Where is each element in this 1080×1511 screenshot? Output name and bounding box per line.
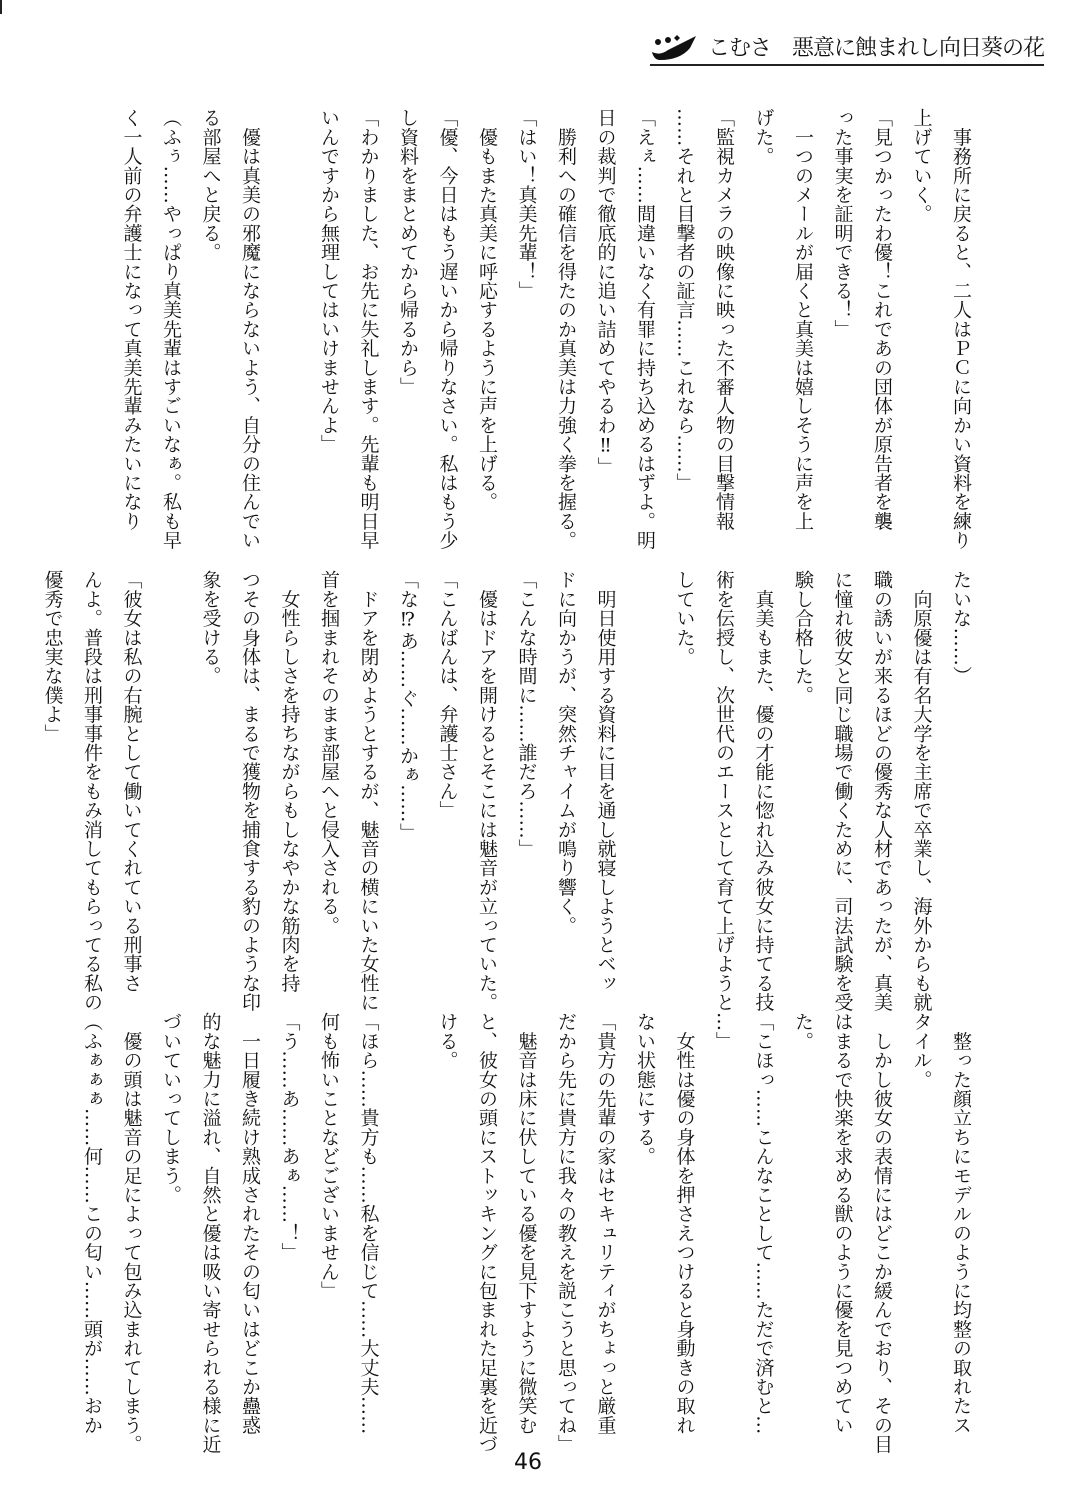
text-line: 「う……あ……あぁ……！」 bbox=[278, 1012, 301, 1262]
text-line: 魅音は床に伏している優を見下すように微笑む bbox=[515, 1012, 538, 1435]
text-line: げた。 bbox=[752, 108, 775, 166]
text-line: （ふぁぁぁ……何……この匂い……頭が……おか bbox=[81, 1012, 103, 1435]
text-line: ない状態にする。 bbox=[634, 1012, 656, 1166]
text-line: 上げていく。 bbox=[910, 108, 933, 224]
text-line: と、彼女の頭にストッキングに包まれた足裏を近づ bbox=[476, 1012, 498, 1454]
text-line: 「こんな時間に……誰だろ……」 bbox=[515, 570, 538, 858]
running-header bbox=[650, 34, 1044, 66]
text-line: 事務所に戻ると、二人はＰＣに向かい資料を練り bbox=[950, 108, 972, 550]
text-line bbox=[269, 108, 309, 528]
circle-logo-icon bbox=[650, 34, 700, 62]
text-line bbox=[151, 570, 191, 1000]
text-line: 女性は優の身体を押さえつけると身動きの取れ bbox=[673, 1012, 696, 1435]
text-line: 術を伝授し、次世代のエースとして育て上げようと bbox=[713, 570, 735, 1012]
text-line: 「はい！真美先輩！」 bbox=[515, 108, 538, 300]
text-line: （ふぅ……やっぱり真美先輩はすごいなぁ。私も早 bbox=[160, 108, 182, 550]
text-line: つその身体は、まるで獲物を捕食する豹のような印 bbox=[239, 570, 261, 1012]
text-line: 女性らしさを持ちながらもしなやかな筋肉を持 bbox=[278, 570, 301, 993]
text-line: タイル。 bbox=[910, 1012, 933, 1089]
text-line: …」 bbox=[713, 1012, 735, 1051]
text-line: 職の誘いが来るほどの優秀な人材であったが、真美 bbox=[871, 570, 893, 1012]
text-line: 優もまた真美に呼応するように声を上げる。 bbox=[476, 108, 498, 512]
text-line: していた。 bbox=[673, 570, 696, 666]
text-line: 「えぇ……間違いなく有罪に持ち込めるはずよ。明 bbox=[634, 108, 656, 550]
text-line: 整った顔立ちにモデルのように均整の取れたス bbox=[950, 1012, 972, 1435]
text-line: た。 bbox=[792, 1012, 814, 1051]
text-line: く一人前の弁護士になって真美先輩みたいになり bbox=[120, 108, 143, 531]
text-line: いんですから無理してはいけませんよ」 bbox=[318, 108, 340, 454]
text-line: った事実を証明できる！」 bbox=[831, 108, 854, 339]
text-line: に憧れ彼女と同じ職場で働くために、司法試験を受 bbox=[831, 570, 854, 1012]
text-block-bottom bbox=[72, 1012, 981, 1462]
text-line: しかし彼女の表情にはどこか緩んでおり、その目 bbox=[871, 1012, 893, 1454]
text-line: ける。 bbox=[436, 1012, 459, 1070]
text-line: 「ほら……貴方も……私を信じて……大丈夫…… bbox=[357, 1012, 380, 1435]
text-line: 優秀で忠実な僕よ」 bbox=[41, 570, 64, 743]
text-line: 「監視カメラの映像に映った不審人物の目撃情報 bbox=[713, 108, 735, 531]
text-line: 象を受ける。 bbox=[199, 570, 222, 686]
text-line: んよ。普段は刑事事件をもみ消してもらってる私の bbox=[81, 570, 103, 1012]
text-line: 「わかりました、お先に失礼します。先輩も明日早 bbox=[357, 108, 380, 550]
text-line: 的な魅力に溢れ、自然と優は吸い寄せられる様に近 bbox=[199, 1012, 222, 1454]
text-line: 真美もまた、優の才能に惚れ込み彼女に持てる技 bbox=[752, 570, 775, 1012]
text-line: 「な⁉あ……ぐ……かぁ……」 bbox=[397, 570, 419, 842]
text-line: 「こほっ……こんなことして……ただで済むと… bbox=[752, 1012, 775, 1435]
text-line: 「こんばんは、弁護士さん」 bbox=[436, 570, 459, 820]
text-line: 明日使用する資料に目を通し就寝しようとベッ bbox=[594, 570, 617, 993]
text-line bbox=[625, 570, 665, 1000]
page-number: 46 bbox=[514, 1450, 542, 1475]
text-line: ……それと目撃者の証言……これなら……」 bbox=[673, 108, 696, 492]
text-line: はまるで快楽を求める獣のように優を見つめてい bbox=[831, 1012, 854, 1435]
text-line: たいな……） bbox=[950, 570, 972, 686]
text-line: し資料をまとめてから帰るから」 bbox=[397, 108, 419, 396]
text-line: づいていってしまう。 bbox=[160, 1012, 182, 1204]
header-author: こむさ bbox=[707, 36, 771, 61]
text-line: だから先に貴方に我々の教えを説こうと思ってね」 bbox=[555, 1012, 577, 1454]
text-line: 「貴方の先輩の家はセキュリティがちょっと厳重 bbox=[594, 1012, 617, 1435]
text-line: 「彼女は私の右腕として働いてくれている刑事さ bbox=[120, 570, 143, 993]
text-line: 験し合格した。 bbox=[792, 570, 814, 705]
text-line: 一つのメールが届くと真美は嬉しそうに声を上 bbox=[792, 108, 814, 531]
text-line: 優は真美の邪魔にならないよう、自分の住んでい bbox=[239, 108, 261, 550]
text-line: 何も怖いことなどございません」 bbox=[318, 1012, 340, 1300]
text-line: 優はドアを開けるとそこには魅音が立っていた。 bbox=[476, 570, 498, 1012]
text-block-top bbox=[111, 108, 980, 550]
crop-mark bbox=[0, 0, 2, 14]
text-block-middle bbox=[32, 570, 980, 1012]
text-line: 一日履き続け熟成されたその匂いはどこか蠱惑 bbox=[239, 1012, 261, 1435]
header-title: 悪意に蝕まれし向日葵の花 bbox=[791, 36, 1044, 61]
text-line bbox=[388, 1012, 428, 1462]
text-line: 日の裁判で徹底的に追い詰めてやるわ‼」 bbox=[594, 108, 617, 476]
text-line: 向原優は有名大学を主席で卒業し、海外からも就 bbox=[910, 570, 933, 1012]
text-line: 勝利への確信を得たのか真美は力強く拳を握る。 bbox=[555, 108, 577, 550]
text-line: ドアを閉めようとするが、魅音の横にいた女性に bbox=[357, 570, 380, 1012]
text-line: 「見つかったわ優！これであの団体が原告者を襲 bbox=[871, 108, 893, 531]
text-line: 首を掴まれそのまま部屋へと侵入される。 bbox=[318, 570, 340, 935]
text-line: 優の頭は魅音の足によって包み込まれてしまう。 bbox=[120, 1012, 143, 1454]
text-line: 「優、今日はもう遅いから帰りなさい。私はもう少 bbox=[436, 108, 459, 550]
text-line: ドに向かうが、突然チャイムが鳴り響く。 bbox=[555, 570, 577, 935]
text-line: る部屋へと戻る。 bbox=[199, 108, 222, 262]
